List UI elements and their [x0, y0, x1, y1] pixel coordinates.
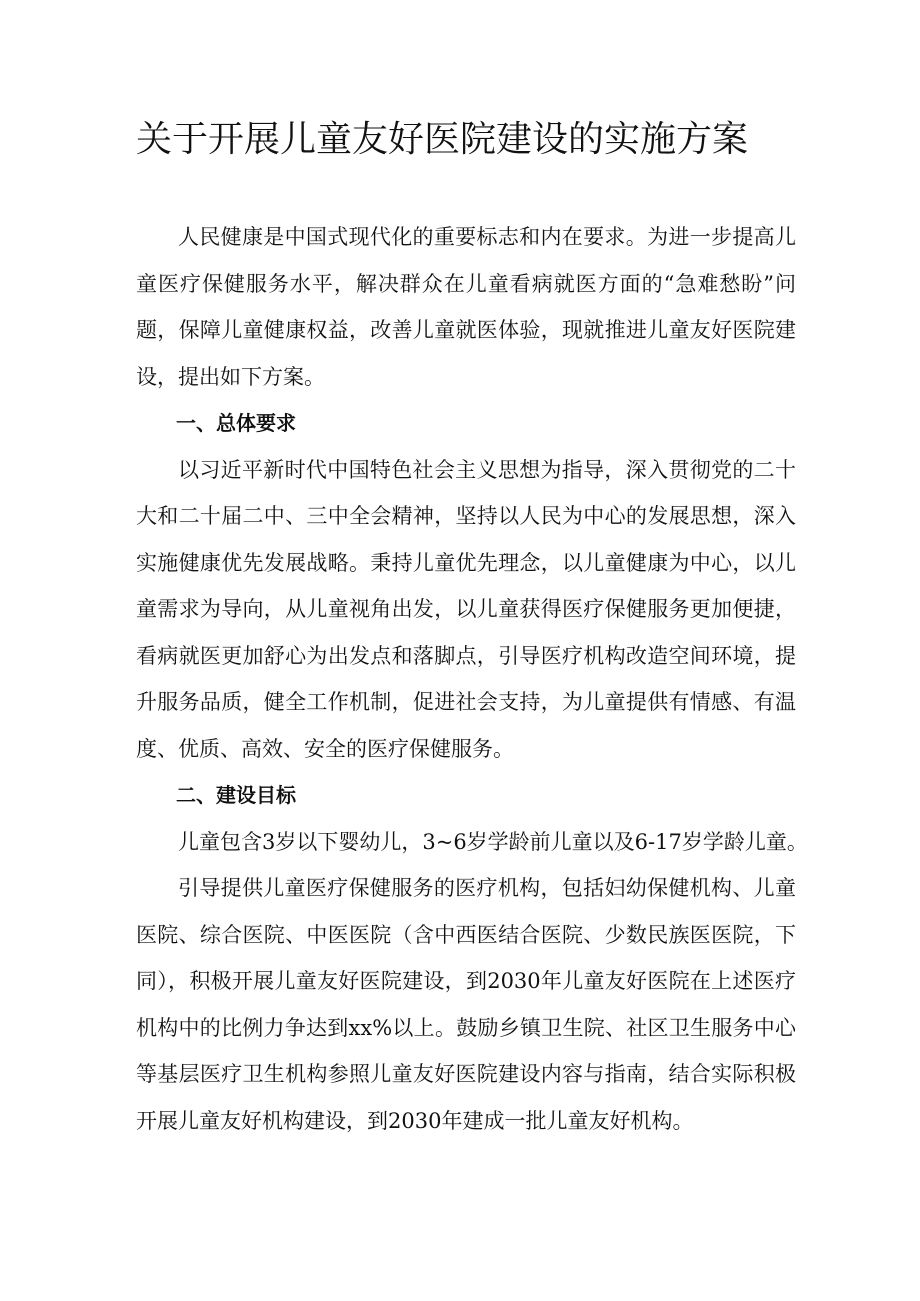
document-title: 关于开展儿童友好医院建设的实施方案 — [136, 119, 749, 160]
overall-requirements-paragraph: 以习近平新时代中国特色社会主义思想为指导，深入贯彻党的二十大和二十届二中、三中全会精神，坚持以人民为中心的发展思想，深入实施健康优先发展战略。秉持儿童优先理念，以儿童健康为中心，以儿童需求为导向，从儿童视角出发，以儿童获得医疗保健服务更加便捷，看病就医更加舒心为出发点和落脚点，引导医疗机构改造空间环境，提升服务品质，健全工作机制，促进社会支持，为儿童提供有情感、有温度、优质、高效、安全的医疗保健服务。 — [136, 457, 796, 761]
section-heading-overall-requirements: 一、总体要求 — [176, 411, 296, 435]
children-definition-paragraph: 儿童包含3岁以下婴幼儿，3~6岁学龄前儿童以及6-17岁学龄儿童。 — [178, 829, 808, 854]
section-heading-construction-goals: 二、建设目标 — [176, 783, 296, 807]
intro-paragraph: 人民健康是中国式现代化的重要标志和内在要求。为进一步提高儿童医疗保健服务水平，解决群众在儿童看病就医方面的“急难愁盼”问题，保障儿童健康权益，改善儿童就医体验，现就推进儿童友好医院建设，提出如下方案。 — [136, 225, 796, 389]
construction-goals-paragraph: 引导提供儿童医疗保健服务的医疗机构，包括妇幼保健机构、儿童医院、综合医院、中医医院（含中西医结合医院、少数民族医医院，下同），积极开展儿童友好医院建设，到2030年儿童友好医院在上述医疗机构中的比例力争达到xx%以上。鼓励乡镇卫生院、社区卫生服务中心等基层医疗卫生机构参照儿童友好医院建设内容与指南，结合实际积极开展儿童友好机构建设，到2030年建成一批儿童友好机构。 — [136, 876, 796, 1133]
document-body — [136, 214, 808, 1144]
